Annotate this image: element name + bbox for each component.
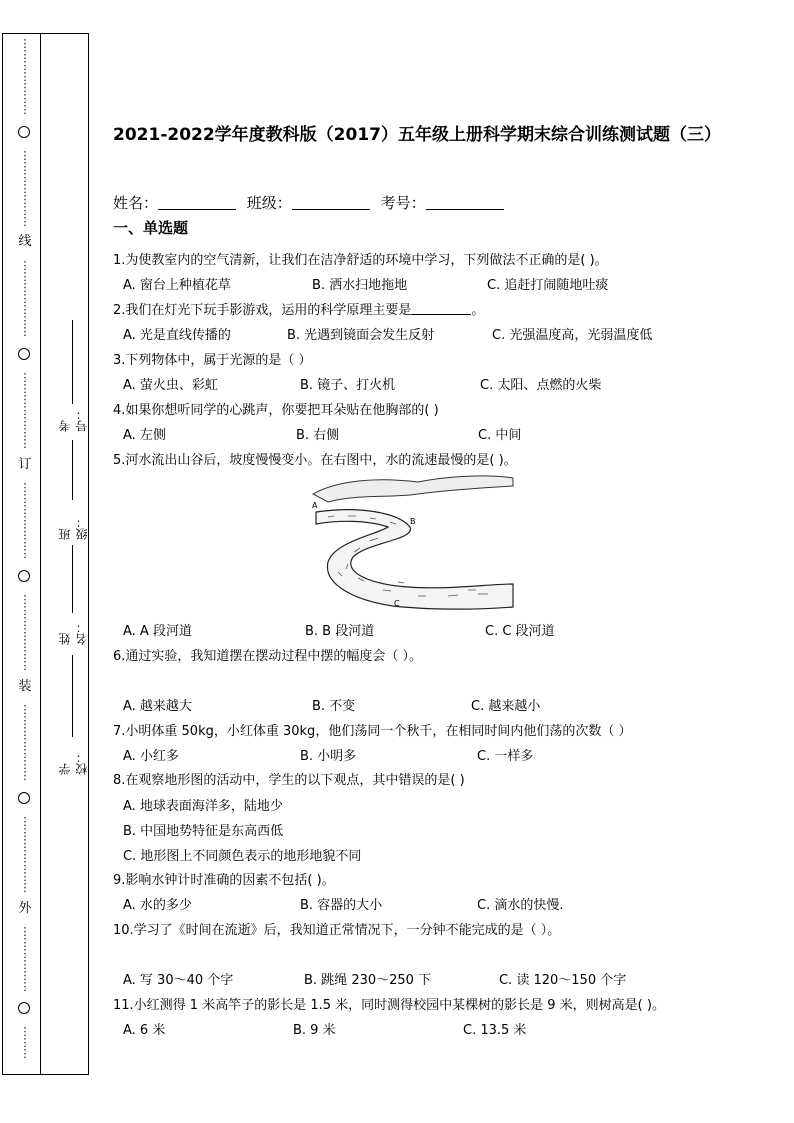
side-field-school[interactable] <box>56 655 89 775</box>
dotted-segment: ⋮ ⋮ ⋮ ⋮ ⋮ ⋮ ⋮ <box>19 481 31 560</box>
q4-option-b[interactable]: B. 右侧 <box>296 428 340 443</box>
student-info-row <box>113 192 510 213</box>
number-field[interactable] <box>426 194 504 210</box>
dotted-segment: ⋮ ⋮ ⋮ ⋮ ⋮ ⋮ ⋮ <box>19 149 31 228</box>
seal-char-ding: 订 <box>18 457 32 472</box>
side-field-number[interactable] <box>56 320 89 432</box>
q5-option-b[interactable]: B. B 段河道 <box>305 624 375 639</box>
circle-mark <box>18 126 30 138</box>
circle-mark <box>18 570 30 582</box>
question-10: 10.学习了《时间在流逝》后，我知道正常情况下，一分钟不能完成的是（ ）。 <box>113 923 561 938</box>
q10-option-a[interactable]: A. 写 30～40 个字 <box>123 973 234 988</box>
q7-option-b[interactable]: B. 小明多 <box>300 749 357 764</box>
side-underline <box>72 545 73 613</box>
figure-label-a: A <box>312 501 318 510</box>
q3-option-c[interactable]: C. 太阳、点燃的火柴 <box>480 378 602 393</box>
dotted-segment: ⋮ ⋮ ⋮ ⋮ ⋮ ⋮ ⋮ <box>19 703 31 782</box>
q4-option-c[interactable]: C. 中间 <box>478 428 522 443</box>
side-label-school: 学校： <box>58 751 89 775</box>
question-4: 4.如果你想听同学的心跳声，你要把耳朵贴在他胸部的( ) <box>113 403 439 418</box>
answer-blank[interactable] <box>411 302 471 315</box>
q1-option-a[interactable]: A. 窗台上种植花草 <box>123 278 231 293</box>
q9-option-a[interactable]: A. 水的多少 <box>123 898 192 913</box>
side-field-class[interactable] <box>56 440 89 540</box>
q3-option-b[interactable]: B. 镜子、打火机 <box>300 378 396 393</box>
dotted-segment: ⋮ ⋮ ⋮ ⋮ ⋮ ⋮ ⋮ <box>19 259 31 338</box>
q8-option-c[interactable]: C. 地形图上不同颜色表示的地形地貌不同 <box>123 849 362 864</box>
q5-option-c[interactable]: C. C 段河道 <box>485 624 555 639</box>
side-field-name[interactable] <box>56 545 89 645</box>
figure-label-c: C <box>394 599 400 608</box>
q4-option-a[interactable]: A. 左侧 <box>123 428 166 443</box>
q7-option-c[interactable]: C. 一样多 <box>477 749 534 764</box>
question-6: 6.通过实验，我知道摆在摆动过程中摆的幅度会（ ）。 <box>113 649 423 664</box>
q9-option-b[interactable]: B. 容器的大小 <box>300 898 383 913</box>
question-11: 11.小红测得 1 米高竿子的影长是 1.5 米，同时测得校园中某棵树的影长是 9 米，则树高是( )。 <box>113 998 665 1013</box>
number-label: 考号： <box>380 194 426 212</box>
q2-option-a[interactable]: A. 光是直线传播的 <box>123 328 231 343</box>
section-title: 一、单选题 <box>113 219 189 237</box>
dotted-segment: ⋮ ⋮ ⋮ <box>19 1025 31 1060</box>
page-title: 2021-2022学年度教科版（2017）五年级上册科学期末综合训练测试题（三） <box>113 125 721 145</box>
q10-option-c[interactable]: C. 读 120～150 个字 <box>499 973 627 988</box>
question-3: 3.下列物体中，属于光源的是（ ） <box>113 353 312 368</box>
side-label-name: 姓名： <box>58 621 89 645</box>
name-label: 姓名： <box>113 194 159 212</box>
q7-option-a[interactable]: A. 小红多 <box>123 749 179 764</box>
q6-option-c[interactable]: C. 越来越小 <box>471 699 541 714</box>
q2-option-b[interactable]: B. 光遇到镜面会发生反射 <box>287 328 435 343</box>
name-field[interactable] <box>158 194 236 210</box>
dotted-segment: ⋮ ⋮ ⋮ ⋮ ⋮ ⋮ <box>19 925 31 993</box>
q2-option-c[interactable]: C. 光强温度高，光弱温度低 <box>492 328 653 343</box>
q6-option-a[interactable]: A. 越来越大 <box>123 699 192 714</box>
q10-option-b[interactable]: B. 跳绳 230～250 下 <box>304 973 432 988</box>
class-field[interactable] <box>292 194 370 210</box>
question-5: 5.河水流出山谷后，坡度慢慢变小。在右图中，水的流速最慢的是( )。 <box>113 453 517 468</box>
side-label-class: 班级： <box>58 516 89 540</box>
q8-option-b[interactable]: B. 中国地势特征是东高西低 <box>123 824 284 839</box>
question-1: 1.为使教室内的空气清新，让我们在洁净舒适的环境中学习，下列做法不正确的是( )。 <box>113 253 608 268</box>
circle-mark <box>18 348 30 360</box>
margin-divider <box>40 33 41 1075</box>
river-figure <box>298 472 516 612</box>
side-underline <box>72 440 73 500</box>
seal-char-xian: 线 <box>18 234 32 249</box>
q1-option-c[interactable]: C. 追赶打闹随地吐痰 <box>487 278 609 293</box>
side-underline <box>72 655 73 737</box>
dotted-segment: ⋮ ⋮ ⋮ ⋮ ⋮ ⋮ ⋮ <box>19 371 31 450</box>
q9-option-c[interactable]: C. 滴水的快慢. <box>477 898 564 913</box>
side-underline <box>72 320 73 404</box>
dotted-segment: ⋮ ⋮ ⋮ ⋮ ⋮ ⋮ ⋮ <box>19 815 31 894</box>
seal-line-column <box>10 38 40 1070</box>
q3-option-a[interactable]: A. 萤火虫、彩虹 <box>123 378 218 393</box>
figure-label-b: B <box>410 517 416 526</box>
dotted-segment: ⋮ ⋮ ⋮ ⋮ ⋮ ⋮ ⋮ <box>19 37 31 116</box>
circle-mark <box>18 1002 30 1014</box>
question-2 <box>113 299 484 318</box>
q11-option-c[interactable]: C. 13.5 米 <box>463 1023 527 1038</box>
q11-option-a[interactable]: A. 6 米 <box>123 1023 166 1038</box>
question-9: 9.影响水钟计时准确的因素不包括( )。 <box>113 873 335 888</box>
seal-char-wai: 外 <box>18 901 32 916</box>
side-label-number: 考号： <box>58 408 89 432</box>
question-7: 7.小明体重 50kg，小红体重 30kg，他们荡同一个秋千，在相同时间内他们荡的次数（ ） <box>113 724 632 739</box>
q2-text-after: 。 <box>471 303 485 318</box>
q1-option-b[interactable]: B. 洒水扫地拖地 <box>312 278 408 293</box>
q5-option-a[interactable]: A. A 段河道 <box>123 624 192 639</box>
seal-char-zhuang: 装 <box>18 679 32 694</box>
q11-option-b[interactable]: B. 9 米 <box>293 1023 336 1038</box>
q6-option-b[interactable]: B. 不变 <box>312 699 356 714</box>
circle-mark <box>18 792 30 804</box>
q8-option-a[interactable]: A. 地球表面海洋多，陆地少 <box>123 799 283 814</box>
q2-text-before: 2.我们在灯光下玩手影游戏，运用的科学原理主要是 <box>113 303 412 318</box>
question-8: 8.在观察地形图的活动中，学生的以下观点，其中错误的是( ) <box>113 773 465 788</box>
dotted-segment: ⋮ ⋮ ⋮ ⋮ ⋮ ⋮ ⋮ <box>19 593 31 672</box>
class-label: 班级： <box>246 194 292 212</box>
mountain-ridge <box>313 476 513 502</box>
